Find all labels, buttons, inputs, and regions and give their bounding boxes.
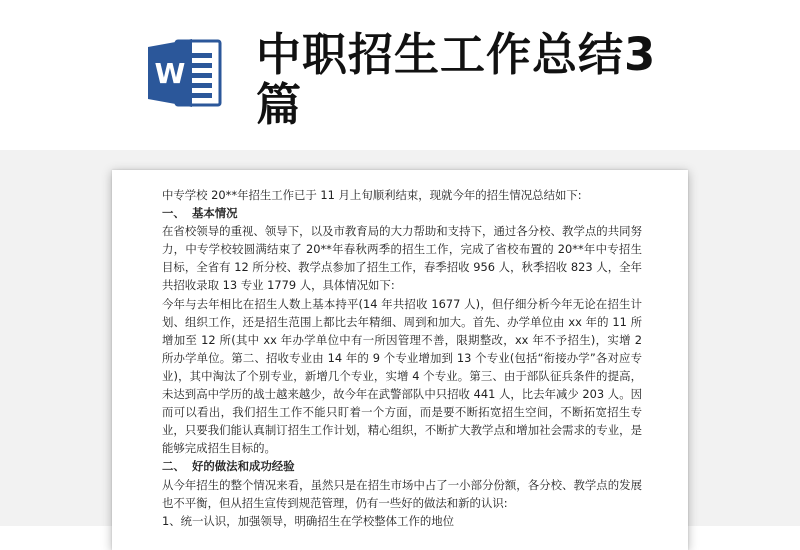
document-body xyxy=(162,186,642,530)
section1-paragraph-2: 今年与去年相比在招生人数上基本持平(14 年共招收 1677 人)，但仔细分析今年无论在招生计划、组织工作，还是招生范围上都比去年精细、周到和加大。首先、办学单位由 xx 年的 11 所增加至 12 所(其中 xx 年办学单位中有一所因管理不善，限期整改，xx 年不予招生)，实增 2 所办学单位。第二、招收专业由 14 年的 9 个专业增加到 13 个专业(包括“衔接办学”各对应专业)，其中淘汰了个别专业，新增几个专业，实增 4 个专业。第三、由于部队征兵条件的提高，未达到高中学历的战士越来越少，故今年在武警部队中只招收 441 人，比去年减少 203 人。因而可以看出，我们招生工作不能只盯着一个方面，而是要不断拓宽招生空间，不断拓宽招生专业，只要我们能认真制订招生工作计划，精心组织，不断扩大教学点和增加社会需求的专业，是能够完成招生目标的。 xyxy=(162,296,642,456)
word-document-icon xyxy=(146,33,226,113)
section2-paragraph-1: 从今年招生的整个情况来看，虽然只是在招生市场中占了一小部分份额，各分校、教学点的发展也不平衡，但从招生宣传到规范管理，仍有一些好的做法和新的认识: xyxy=(162,477,642,510)
word-icon-letter: W xyxy=(154,57,186,90)
section-heading-1 xyxy=(162,204,642,222)
section-title-1: 基本情况 xyxy=(192,206,238,221)
section2-list-item-1: 1、统一认识，加强领导，明确招生在学校整体工作的地位 xyxy=(162,513,455,528)
page-title: 中职招生工作总结3篇 xyxy=(256,28,657,131)
section-heading-2 xyxy=(162,457,642,475)
section-title-2: 好的做法和成功经验 xyxy=(192,459,295,474)
section1-paragraph-1: 在省校领导的重视、领导下，以及市教育局的大力帮助和支持下，通过各分校、教学点的共同努力，中专学校较圆满结束了 20**年春秋两季的招生工作，完成了省校布置的 20**年中专招生目标，全省有 12 所分校、教学点参加了招生工作，春季招收 956 人，秋季招收 823 人，全年共招收录取 13 专业 1779 人，具体情况如下: xyxy=(162,224,642,293)
section-number-2: 二、 xyxy=(162,459,185,474)
intro-paragraph: 中专学校 20**年招生工作已于 11 月上旬顺利结束，现就今年的招生情况总结如下: xyxy=(162,188,582,202)
header xyxy=(0,0,800,150)
section-number-1: 一、 xyxy=(162,206,185,221)
document-page xyxy=(112,170,688,550)
